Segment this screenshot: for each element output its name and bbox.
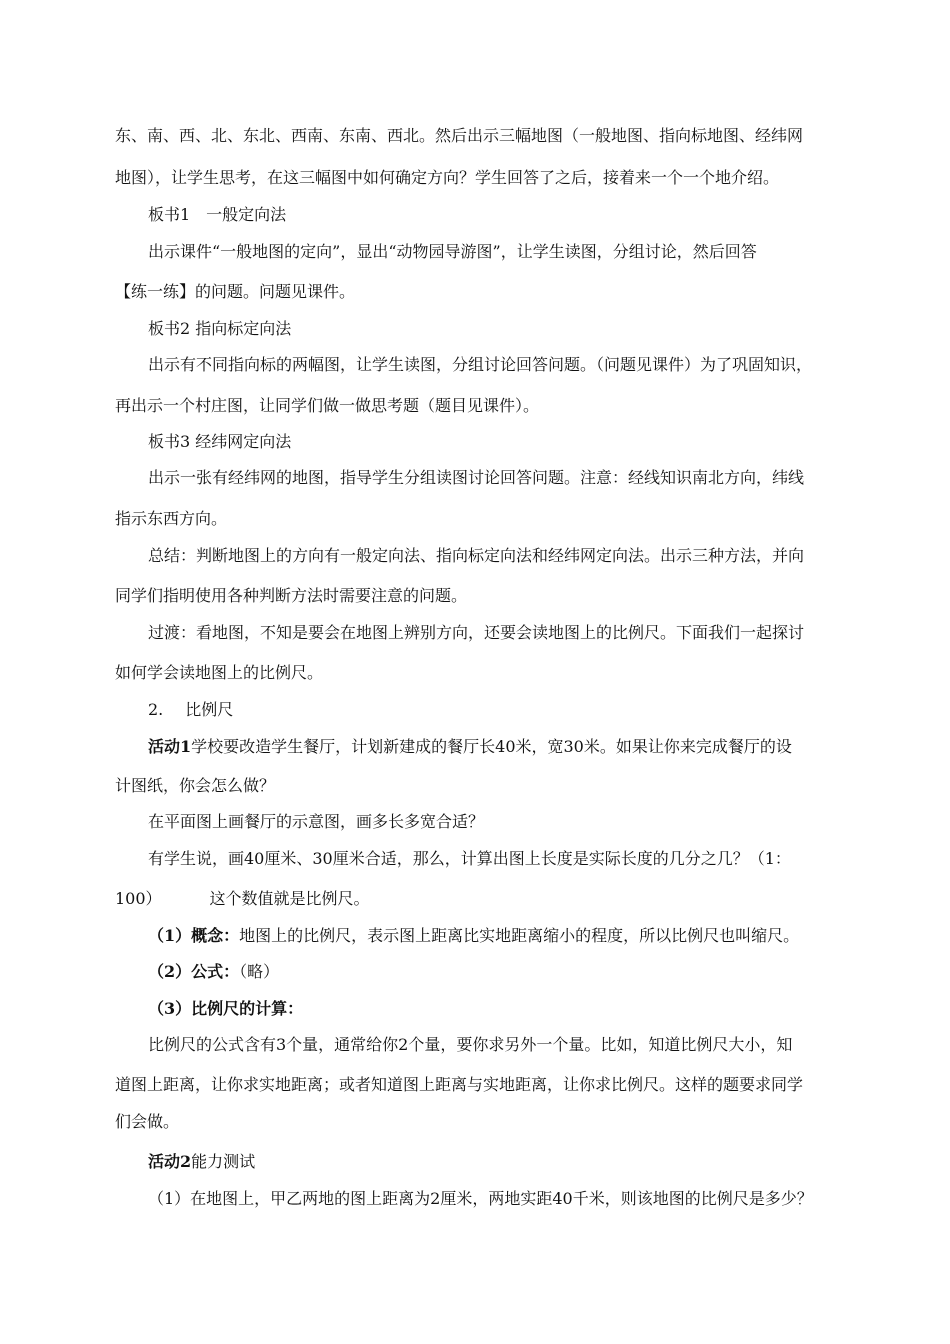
calc-heading: （3）比例尺的计算： (148, 999, 304, 1018)
formula-label: （2）公式： (148, 962, 240, 981)
paragraph-line: 再出示一个村庄图，让同学们做一做思考题（题目见课件）。 (115, 396, 540, 415)
paragraph-line: 在平面图上画餐厅的示意图，画多长多宽合适？ (148, 812, 485, 831)
paragraph-line: 道图上距离，让你求实地距离；或者知道图上距离与实地距离，让你求比例尺。这样的题要求同学 (115, 1075, 804, 1094)
board-heading-1: 板书1 一般定向法 (148, 205, 287, 224)
formula-text: （略） (239, 962, 280, 981)
board-heading-3: 板书3 经纬网定向法 (148, 432, 292, 451)
activity1-line (148, 735, 792, 759)
paragraph-line: 出示有不同指向标的两幅图，让学生读图，分组讨论回答问题。（问题见课件）为了巩固知识， (148, 355, 813, 374)
paragraph-line: 有学生说，画40厘米、30厘米合适，那么，计算出图上长度是实际长度的几分之几？（1： (148, 849, 791, 868)
ratio-note: 这个数值就是比例尺。 (209, 889, 370, 908)
paragraph-line: 计图纸，你会怎么做？ (115, 776, 276, 795)
section-title: 比例尺 (185, 700, 234, 719)
activity2-label: 活动2 (148, 1152, 192, 1171)
paragraph-line: 们会做。 (115, 1112, 180, 1131)
paragraph-line: 出示课件“一般地图的定向”，显出“动物园导游图”，让学生读图，分组讨论，然后回答 (148, 242, 757, 261)
paragraph-line (115, 887, 370, 911)
paragraph-line: 【练一练】的问题。问题见课件。 (115, 282, 356, 301)
activity1-label: 活动1 (148, 737, 192, 756)
paragraph-line: 东、南、西、北、东北、西南、东南、西北。然后出示三幅地图（一般地图、指向标地图、经纬网 (115, 126, 804, 145)
paragraph-line: 指示东西方向。 (115, 509, 228, 528)
concept-line (148, 924, 799, 948)
section-heading (148, 698, 233, 722)
activity2-title: 能力测试 (191, 1152, 256, 1171)
summary-line: 总结：判断地图上的方向有一般定向法、指向标定向法和经纬网定向法。出示三种方法，并向 (148, 546, 805, 565)
question-line: （1）在地图上，甲乙两地的图上距离为2厘米，两地实距40千米，则该地图的比例尺是多少？ (148, 1189, 813, 1208)
paragraph-line: 出示一张有经纬网的地图，指导学生分组读图讨论回答问题。注意：经线知识南北方向，纬线 (148, 468, 805, 487)
board-heading-2: 板书2 指向标定向法 (148, 319, 292, 338)
paragraph-line: 同学们指明使用各种判断方法时需要注意的问题。 (115, 586, 468, 605)
concept-label: （1）概念： (148, 926, 240, 945)
concept-text: 地图上的比例尺，表示图上距离比实地距离缩小的程度，所以比例尺也叫缩尺。 (239, 926, 800, 945)
section-number: 2. (148, 700, 164, 719)
activity1-text: 学校要改造学生餐厅，计划新建成的餐厅长40米，宽30米。如果让你来完成餐厅的设 (191, 737, 792, 756)
activity2-line (148, 1150, 255, 1174)
paragraph-line: 如何学会读地图上的比例尺。 (115, 663, 324, 682)
paragraph-line: 地图），让学生思考，在这三幅图中如何确定方向？学生回答了之后，接着来一个一个地介绍。 (115, 168, 780, 187)
ratio-close: 100） (115, 889, 162, 908)
paragraph-line: 比例尺的公式含有3个量，通常给你2个量，要你求另外一个量。比如，知道比例尺大小，知 (148, 1035, 793, 1054)
transition-line: 过渡：看地图，不知是要会在地图上辨别方向，还要会读地图上的比例尺。下面我们一起探讨 (148, 623, 805, 642)
formula-line (148, 960, 279, 984)
